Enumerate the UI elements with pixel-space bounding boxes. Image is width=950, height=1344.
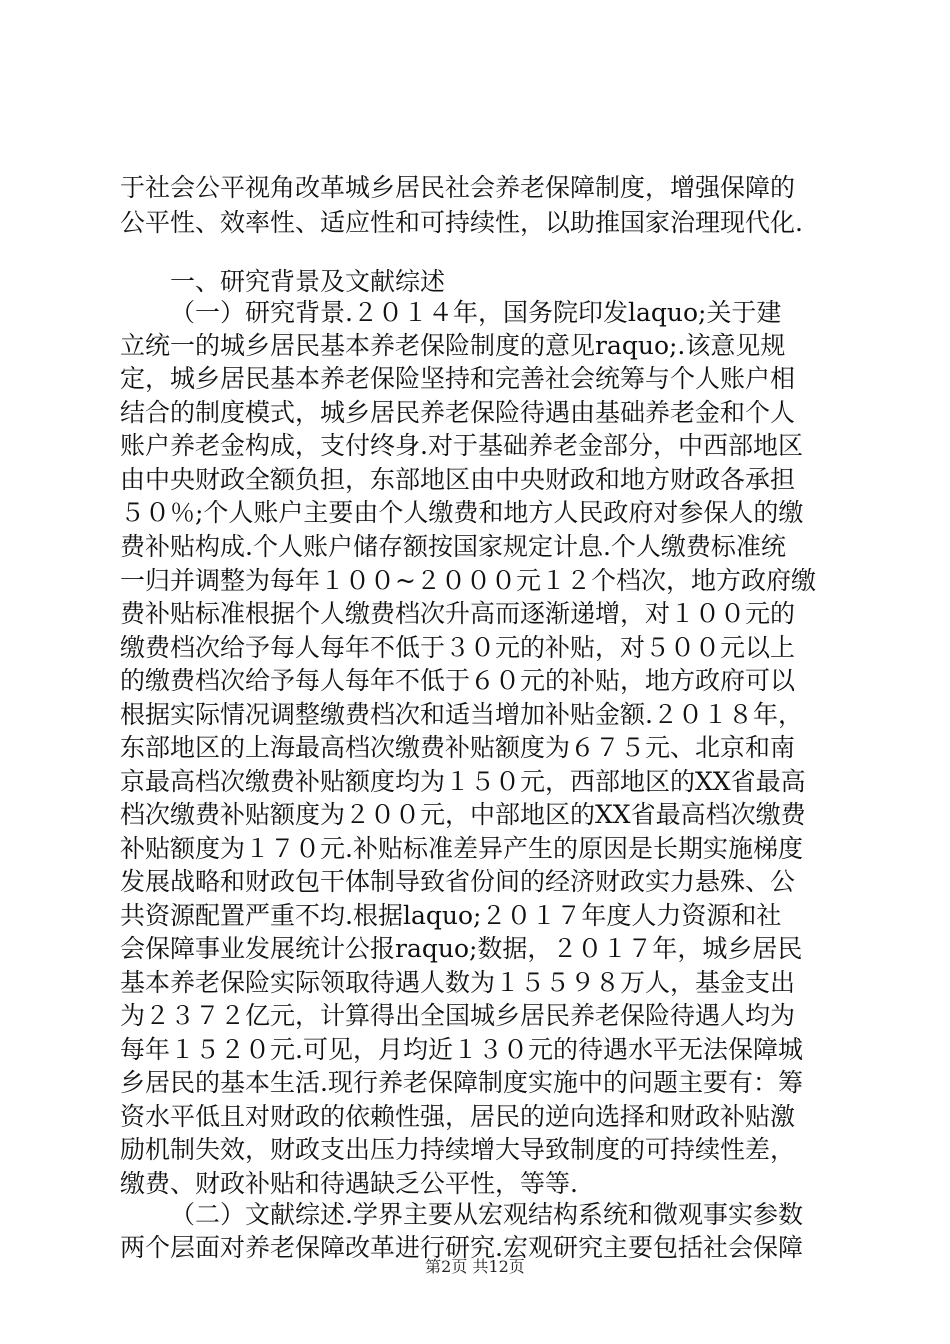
text-line: 的缴费档次给予每人每年不低于６０元的补贴，地方政府可以: [120, 666, 796, 695]
text-line: 会保障事业发展统计公报raquo;数据，２０１７年，城乡居民: [120, 934, 803, 963]
text-line: 根据实际情况调整缴费档次和适当增加补贴金额.２０１８年，: [120, 700, 803, 729]
text-line: 两个层面对养老保障改革进行研究.宏观研究主要包括社会保障: [120, 1233, 803, 1262]
text-line: 为２３７２亿元，计算得出全国城乡居民养老保险待遇人均为: [120, 1001, 796, 1030]
text-line: 一归并调整为每年１００~２０００元１２个档次，地方政府缴: [120, 566, 816, 595]
text-line: 由中央财政全额负担，东部地区由中央财政和地方财政各承担: [120, 465, 796, 494]
text-line: 励机制失效，财政支出压力持续增大导致制度的可持续性差，: [120, 1135, 796, 1164]
text-line: 东部地区的上海最高档次缴费补贴额度为６７５元、北京和南: [120, 733, 796, 762]
text-line: 公平性、效率性、适应性和可持续性，以助推国家治理现代化.: [120, 208, 803, 237]
text-line: 共资源配置严重不均.根据laquo;２０１７年度人力资源和社: [120, 901, 782, 930]
text-line: 档次缴费补贴额度为２００元，中部地区的XX省最高档次缴费: [120, 800, 806, 829]
text-line: 定，城乡居民基本养老保险坚持和完善社会统筹与个人账户相: [120, 364, 796, 393]
text-line: 资水平低且对财政的依赖性强，居民的逆向选择和财政补贴激: [120, 1102, 796, 1131]
text-line: 于社会公平视角改革城乡居民社会养老保障制度，增强保障的: [120, 173, 796, 202]
page-number: 第2页 共12页: [425, 1257, 525, 1276]
text-line: 立统一的城乡居民基本养老保险制度的意见raquo;.该意见规: [120, 331, 786, 360]
text-line: （一）研究背景.２０１４年，国务院印发laquo;关于建: [170, 298, 782, 327]
text-line: 费补贴构成.个人账户储存额按国家规定计息.个人缴费标准统: [120, 532, 786, 561]
text-line: 缴费档次给予每人每年不低于３０元的补贴，对５００元以上: [120, 633, 796, 662]
text-line: 基本养老保险实际领取待遇人数为１５５９８万人，基金支出: [120, 968, 796, 997]
text-line: （二）文献综述.学界主要从宏观结构系统和微观事实参数: [170, 1200, 803, 1229]
text-line: 发展战略和财政包干体制导致省份间的经济财政实力悬殊、公: [120, 867, 796, 896]
text-line: 每年１５２０元.可见，月均近１３０元的待遇水平无法保障城: [120, 1035, 803, 1064]
text-line: 费补贴标准根据个人缴费档次升高而逐渐递增，对１００元的: [120, 599, 796, 628]
text-line: 账户养老金构成，支付终身.对于基础养老金部分，中西部地区: [120, 431, 803, 460]
text-line: 补贴额度为１７０元.补贴标准差异产生的原因是长期实施梯度: [120, 834, 803, 863]
text-line: 京最高档次缴费补贴额度均为１５０元，西部地区的XX省最高: [120, 767, 806, 796]
text-line: 乡居民的基本生活.现行养老保障制度实施中的问题主要有：筹: [120, 1068, 803, 1097]
text-line: ５０％;个人账户主要由个人缴费和地方人民政府对参保人的缴: [120, 498, 804, 527]
text-line: 结合的制度模式，城乡居民养老保险待遇由基础养老金和个人: [120, 398, 796, 427]
text-line: 缴费、财政补贴和待遇缺乏公平性，等等.: [120, 1169, 578, 1198]
section-heading: 一、研究背景及文献综述: [170, 267, 446, 296]
